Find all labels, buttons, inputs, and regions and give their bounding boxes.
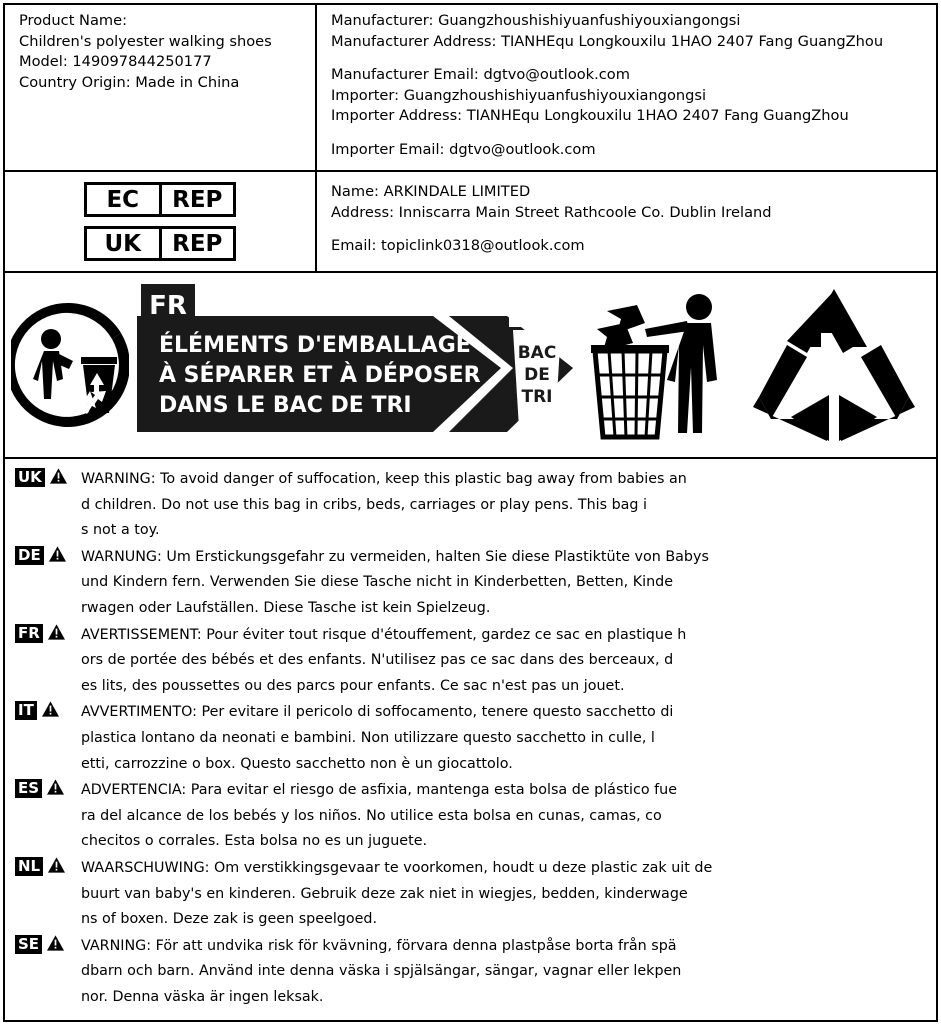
importer-address: Importer Address: TIANHEqu Longkouxilu 1HAO 2407 Fang GuangZhou: [331, 107, 849, 124]
svg-text:DANS LE BAC DE TRI: DANS LE BAC DE TRI: [159, 393, 412, 418]
svg-text:ÉLÉMENTS D'EMBALLAGE: ÉLÉMENTS D'EMBALLAGE: [159, 333, 471, 358]
warning-line: ors de portée des bébés et des enfants. N'utilisez pas ce sac dans des berceaux, d: [81, 652, 674, 669]
warning-flag: [15, 934, 81, 954]
warning-line: WAARSCHUWING: Om verstikkingsgevaar te voorkomen, houdt u deze plastic zak uit de: [81, 859, 713, 876]
warning-triangle-icon: [47, 935, 64, 951]
warning-line: AVERTISSEMENT: Pour éviter tout risque d'étouffement, gardez ce sac en plastique h: [81, 626, 687, 643]
warning-text: [81, 856, 930, 933]
warning-line: WARNING: To avoid danger of suffocation, keep this plastic bag away from babies an: [81, 471, 687, 487]
language-code-badge: IT: [15, 701, 37, 720]
warning-triangle-icon: [48, 624, 65, 640]
spacer: [331, 127, 928, 140]
warning-text: [81, 778, 930, 855]
warning-flag: [15, 623, 81, 643]
warning-row: [15, 545, 930, 622]
rep-marks-column: [5, 172, 317, 271]
warning-triangle-icon: [47, 779, 64, 795]
warning-line: ns of boxen. Deze zak is geen speelgoed.: [81, 911, 378, 928]
warning-row: [15, 467, 930, 544]
warning-text: [81, 700, 930, 777]
importer-email: Importer Email: dgtvo@outlook.com: [331, 140, 596, 158]
tidyman-recycle-icon: [11, 295, 129, 435]
product-model: Model: 149097844250177: [19, 53, 212, 70]
warning-line: VARNING: För att undvika risk för kvävning, förvara denna plastpåse borta från spä: [81, 937, 677, 954]
manufacturer-address: Manufacturer Address: TIANHEqu Longkouxilu 1HAO 2407 Fang GuangZhou: [331, 32, 884, 50]
svg-text:TRI: TRI: [521, 387, 553, 407]
language-code-badge: ES: [15, 779, 42, 798]
language-code-badge: DE: [15, 546, 44, 565]
representative-section: [5, 172, 936, 273]
uk-rep-mark-left: UK: [87, 229, 162, 258]
svg-text:FR: FR: [149, 291, 187, 321]
ec-rep-mark-right: REP: [172, 186, 223, 213]
warning-line: buurt van baby's en kinderen. Gebruik deze zak niet in wiegjes, bedden, kinderwage: [81, 885, 688, 902]
svg-text:À SÉPARER ET À DÉPOSER: À SÉPARER ET À DÉPOSER: [159, 363, 481, 388]
product-info-section: [5, 5, 936, 172]
rep-name: Name: ARKINDALE LIMITED: [331, 183, 531, 200]
warning-line: plastica lontano da neonati e bambini. Non utilizzare questo sacchetto in culle, l: [81, 729, 655, 746]
warning-row: [15, 700, 930, 777]
ec-rep-mark-left: EC: [87, 185, 162, 214]
spacer: [331, 223, 928, 236]
warning-line: d children. Do not use this bag in cribs, beds, carriages or play pens. This bag i: [81, 496, 648, 513]
warning-row: [15, 623, 930, 700]
language-code-badge: FR: [15, 624, 43, 643]
suffocation-warnings-section: [5, 459, 936, 1020]
warning-triangle-icon: [49, 546, 66, 562]
warning-triangle-icon: [50, 468, 67, 484]
warning-flag: [15, 778, 81, 798]
rep-address: Address: Inniscarra Main Street Rathcoole Co. Dublin Ireland: [331, 203, 772, 221]
language-code-badge: NL: [15, 857, 43, 876]
warning-line: rwagen oder Laufställen. Diese Tasche ist kein Spielzeug.: [81, 599, 491, 616]
rep-email: Email: topiclink0318@outlook.com: [331, 237, 585, 254]
warning-flag: [15, 467, 81, 487]
warning-line: es lits, des poussettes ou des parcs pour enfants. Ce sac n'est pas un jouet.: [81, 677, 625, 694]
svg-text:DE: DE: [524, 365, 550, 385]
warning-text: [81, 467, 930, 544]
warning-row: [15, 778, 930, 855]
language-code-badge: SE: [15, 935, 42, 954]
language-code-badge: UK: [15, 468, 45, 487]
importer-name: Importer: Guangzhoushishiyuanfushiyouxiangongsi: [331, 86, 707, 104]
recycling-loop-icon: [751, 285, 917, 445]
rep-details-column: [317, 172, 936, 271]
manufacturer-email: Manufacturer Email: dgtvo@outlook.com: [331, 66, 630, 83]
warning-line: etti, carrozzine o box. Questo sacchetto non è un giocattolo.: [81, 755, 513, 772]
warning-text: [81, 623, 930, 700]
spacer: [331, 52, 928, 65]
uk-rep-mark-right: REP: [172, 230, 223, 257]
product-details-column: [5, 5, 317, 170]
manufacturer-column: [317, 5, 936, 170]
warning-line: WARNUNG: Um Erstickungsgefahr zu vermeiden, halten Sie diese Plastiktüte von Babys: [81, 548, 709, 565]
warning-text: [81, 545, 930, 622]
product-name-label: Product Name:: [19, 12, 128, 29]
warning-line: AVVERTIMENTO: Per evitare il pericolo di soffocamento, tenere questo sacchetto di: [81, 704, 674, 721]
warning-line: nor. Denna väska är ingen leksak.: [81, 988, 324, 1005]
product-name-value: Children's polyester walking shoes: [19, 32, 272, 50]
triman-banner-icon: [133, 280, 583, 450]
svg-text:BAC: BAC: [517, 343, 557, 363]
warning-triangle-icon: [48, 857, 65, 873]
warning-line: ra del alcance de los bebés y los niños. No utilice esta bolsa en cunas, camas, co: [81, 807, 662, 824]
warning-line: und Kindern fern. Verwenden Sie diese Tasche nicht in Kinderbetten, Betten, Kinde: [81, 574, 674, 591]
packaging-symbols-section: [5, 273, 936, 459]
bin-waste-icon: [587, 285, 747, 445]
warning-row: [15, 856, 930, 933]
warning-triangle-icon: [42, 701, 59, 717]
warning-flag: [15, 545, 81, 565]
ec-rep-mark: [84, 182, 236, 217]
label-sheet: [3, 3, 938, 1022]
warning-line: ADVERTENCIA: Para evitar el riesgo de asfixia, mantenga esta bolsa de plástico fue: [81, 782, 678, 799]
warning-flag: [15, 856, 81, 876]
uk-rep-mark: [84, 226, 236, 261]
product-country-origin: Country Origin: Made in China: [19, 73, 240, 91]
warning-line: s not a toy.: [81, 522, 160, 539]
manufacturer-name: Manufacturer: Guangzhoushishiyuanfushiyouxiangongsi: [331, 12, 741, 29]
warning-line: checitos o corrales. Esta bolsa no es un juguete.: [81, 833, 428, 850]
warning-line: dbarn och barn. Använd inte denna väska i spjälsängar, sängar, vagnar eller lekpen: [81, 963, 682, 980]
warning-flag: [15, 700, 81, 720]
warning-row: [15, 934, 930, 1011]
warning-text: [81, 934, 930, 1011]
